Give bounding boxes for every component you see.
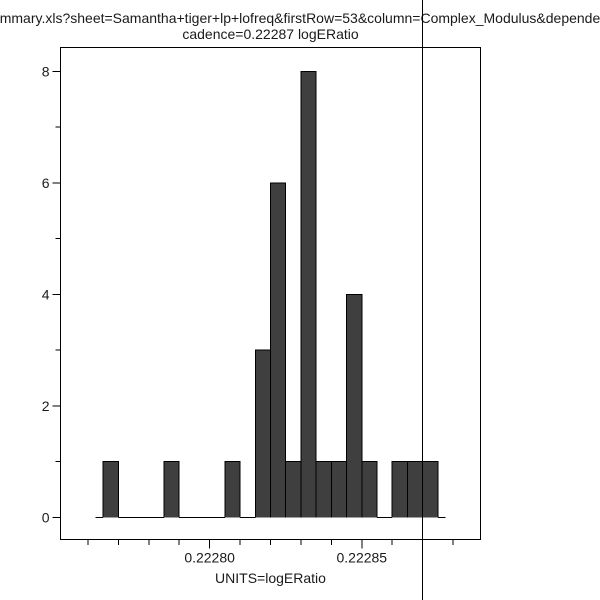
- histogram-bar: [301, 71, 316, 517]
- histogram-bar: [423, 462, 438, 518]
- y-tick-label: 2: [41, 397, 50, 414]
- histogram-bar: [331, 462, 346, 518]
- plot-title-line2: cadence=0.22287 logERatio: [182, 26, 359, 42]
- histogram-bar: [225, 462, 240, 518]
- y-tick-label: 4: [41, 286, 50, 303]
- y-tick-label: 6: [41, 174, 50, 191]
- histogram-bar: [103, 462, 118, 518]
- plot-title-line1: mmary.xls?sheet=Samantha+tiger+lp+lofreq&firstRow=53&column=Complex_Modulus&depende: [0, 10, 600, 26]
- x-axis-label: UNITS=logERatio: [215, 570, 326, 586]
- y-tick-label: 8: [41, 63, 50, 80]
- histogram-bar: [271, 183, 286, 518]
- histogram-bar: [407, 462, 422, 518]
- histogram-bar: [286, 462, 301, 518]
- histogram-bar: [164, 462, 179, 518]
- x-tick-label: 0.22285: [336, 549, 388, 566]
- histogram-bar: [316, 462, 331, 518]
- histogram-bar: [255, 350, 270, 517]
- histogram-bar: [392, 462, 407, 518]
- x-tick-label: 0.22280: [184, 549, 235, 566]
- histogram-bar: [347, 294, 362, 517]
- histogram-bar: [362, 462, 377, 518]
- y-tick-label: 0: [41, 509, 50, 526]
